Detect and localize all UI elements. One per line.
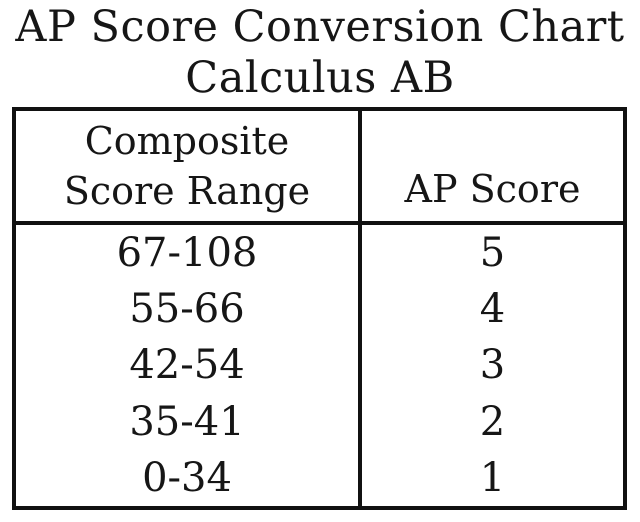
composite-range-cell: 0-34 [16,450,362,506]
ap-score-header [362,111,623,225]
chart-subtitle: Calculus AB [185,53,455,103]
composite-score-range-header [16,111,362,225]
chart-title-block [0,2,640,104]
ap-score-cell: 3 [479,342,506,389]
composite-header-line1: Composite [84,119,290,163]
ap-score-cell: 1 [479,454,506,501]
ap-score-header-label: AP Score [404,167,581,211]
ap-score-cell: 5 [479,230,506,277]
composite-header-line2: Score Range [63,169,311,213]
composite-range-cell: 35-41 [16,394,362,450]
composite-range-cell: 42-54 [16,337,362,393]
ap-score-cell: 4 [479,286,506,333]
ap-score-cell: 2 [479,398,506,445]
composite-range-cell: 67-108 [16,225,362,281]
chart-title: AP Score Conversion Chart [15,2,625,52]
score-conversion-table [12,107,627,510]
composite-range-cell: 55-66 [16,281,362,337]
